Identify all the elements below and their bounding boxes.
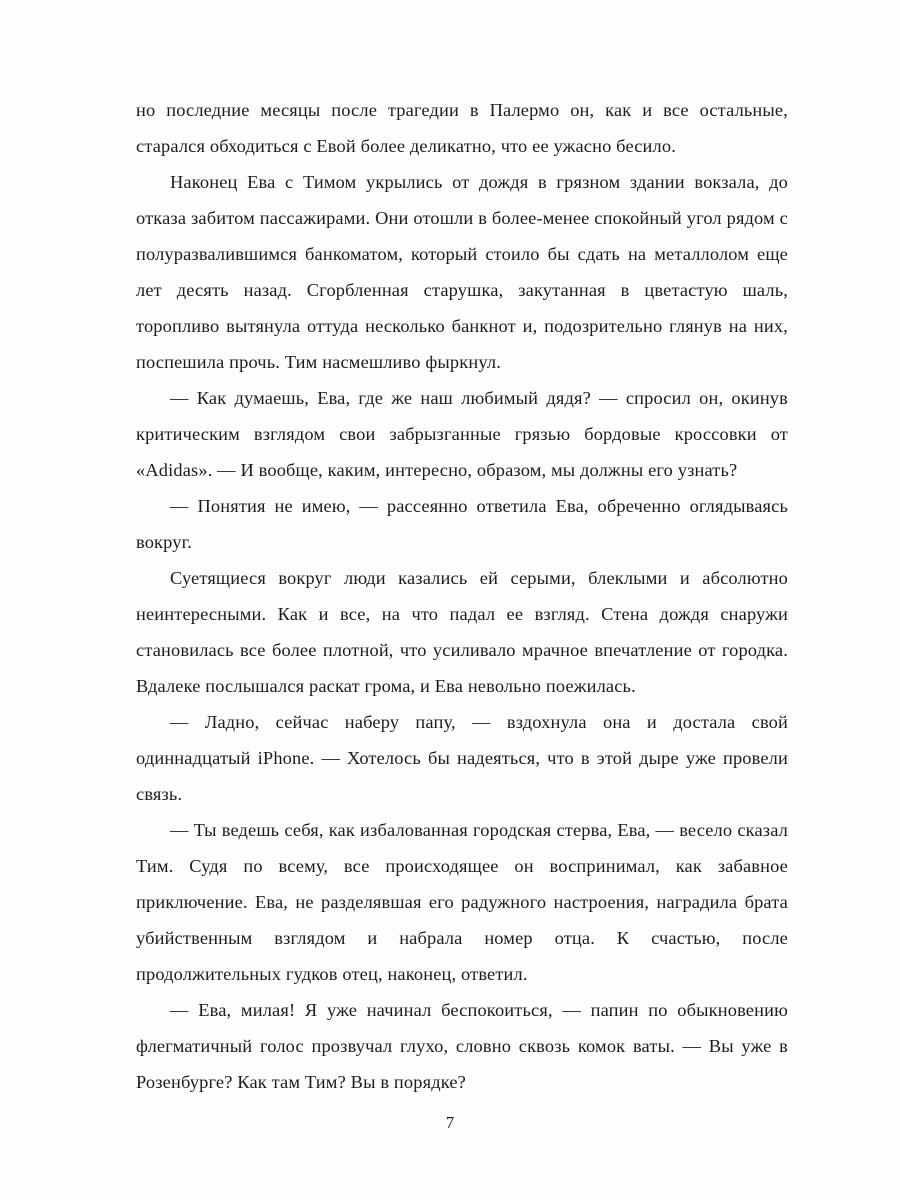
paragraph: — Ева, милая! Я уже начинал беспокоиться, — папин по обыкновению флегматичный голос прозвучал глухо, словно сквозь комок ваты. — Вы уже в Розенбурге? Как там Тим? Вы в порядке? — [136, 1000, 788, 1092]
paragraph: — Ладно, сейчас наберу папу, — вздохнула она и достала свой одиннадцатый iPhone. — Хотелось бы надеяться, что в этой дыре уже провели связь. — [136, 712, 788, 804]
paragraph: но последние месяцы после трагедии в Палермо он, как и все остальные, старался обходиться с Евой более деликатно, что ее ужасно бесило. — [136, 100, 788, 156]
paragraph: — Как думаешь, Ева, где же наш любимый дядя? — спросил он, окинув критическим взглядом свои забрызганные грязью бордовые кроссовки от «Adidas». — И вообще, каким, интересно, образом, мы должны его узнать? — [136, 388, 788, 480]
paragraph: — Понятия не имею, — рассеянно ответила Ева, обреченно оглядываясь вокруг. — [136, 496, 788, 552]
paragraph: Суетящиеся вокруг люди казались ей серыми, блеклыми и абсолютно неинтересными. Как и все, на что падал ее взгляд. Стена дождя снаружи становилась все более плотной, что усиливало мрачное впечатление от городка. Вдалеке послышался раскат грома, и Ева невольно поежилась. — [136, 568, 788, 696]
paragraph: — Ты ведешь себя, как избалованная городская стерва, Ева, — весело сказал Тим. Судя по всему, все происходящее он воспринимал, как забавное приключение. Ева, не разделявшая его радужного настроения, наградила брата убийственным взглядом и набрала номер отца. К счастью, после продолжительных гудков отец, наконец, ответил. — [136, 820, 788, 984]
page-number: 7 — [445, 1113, 455, 1132]
page-body-text — [136, 92, 788, 1100]
paragraph: Наконец Ева с Тимом укрылись от дождя в грязном здании вокзала, до отказа забитом пассажирами. Они отошли в более-менее спокойный угол рядом с полуразвалившимся банкоматом, который стоило бы сдать на металлолом еще лет десять назад. Сгорбленная старушка, закутанная в цветастую шаль, торопливо вытянула оттуда несколько банкнот и, подозрительно глянув на них, поспешила прочь. Тим насмешливо фыркнул. — [136, 172, 788, 372]
